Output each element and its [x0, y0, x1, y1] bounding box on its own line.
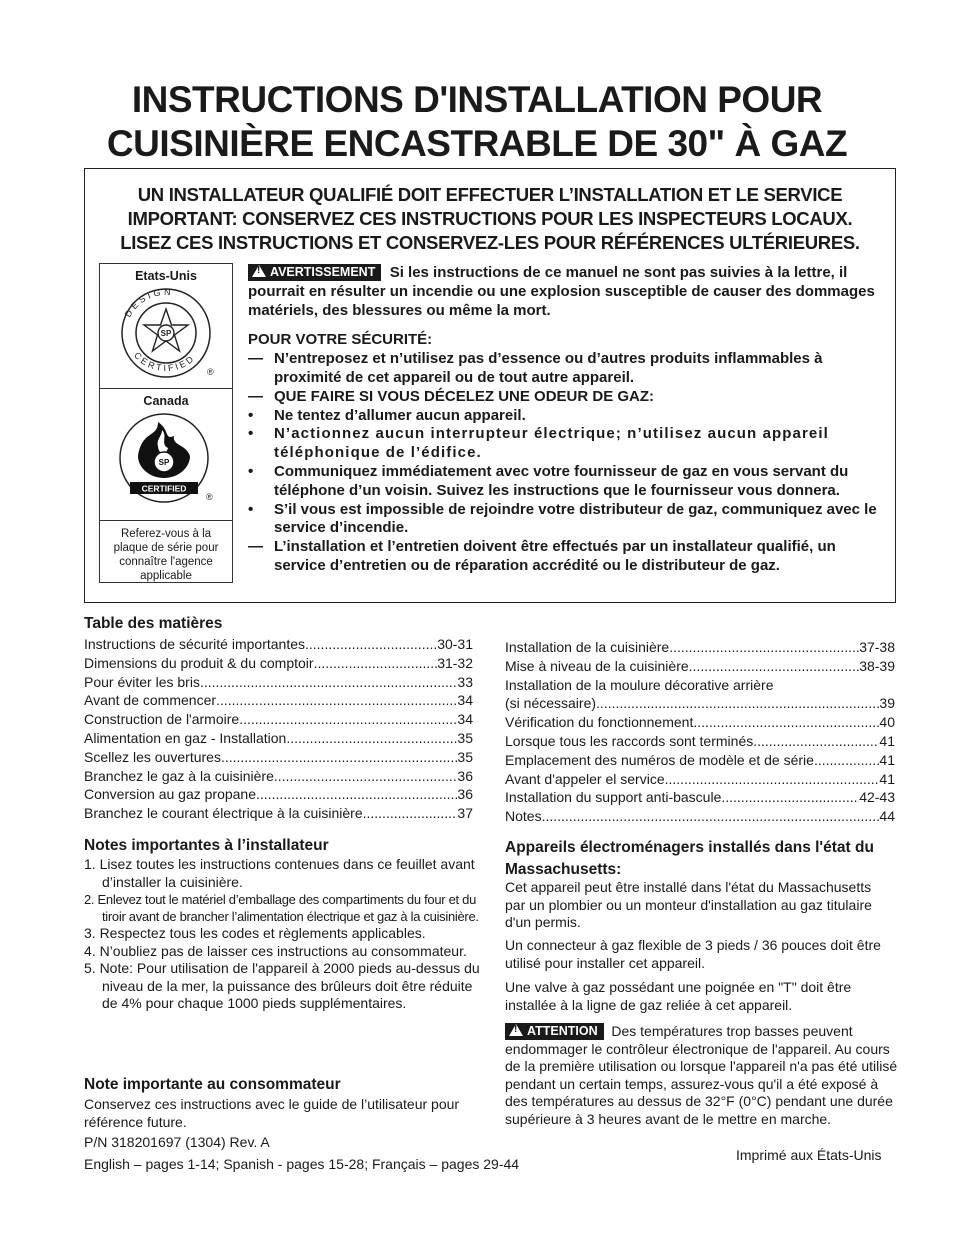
- toc-entry-page: 36: [457, 786, 473, 803]
- warning-badge: !AVERTISSEMENT: [248, 264, 381, 281]
- safety-item: [248, 501, 888, 539]
- toc-entry: [505, 732, 895, 751]
- toc-entry: [84, 767, 473, 786]
- toc-entry-page: 41: [879, 770, 895, 787]
- toc-right-column: [505, 638, 895, 826]
- title-line-1: INSTRUCTIONS D'INSTALLATION POUR: [131, 79, 823, 120]
- safety-item-text: N’entreposez et n’utilisez pas d’essence ou d’autres produits inflammables à proximité de cet appareil ou de tout autre appareil.: [274, 350, 823, 386]
- csa-design-certified-icon: [114, 285, 218, 381]
- attention-triangle-icon: [509, 1024, 523, 1036]
- toc-entry-page: 41: [879, 751, 895, 768]
- toc-entry-label: Conversion au gaz propane: [84, 786, 257, 803]
- printed-in: Imprimé aux États-Unis: [736, 1147, 882, 1163]
- toc-entry: [505, 713, 895, 732]
- toc-entry-page: 34: [457, 692, 473, 709]
- safety-item: [248, 388, 888, 407]
- toc-entry: [84, 729, 473, 748]
- toc-leader: [689, 657, 860, 676]
- canada-cert-cell: [99, 388, 233, 521]
- safety-item-marker: •: [248, 462, 254, 480]
- safety-item-text: Ne tentez d’allumer aucun appareil.: [274, 406, 526, 424]
- box-header: [85, 183, 895, 255]
- toc-entry-page: 41: [879, 732, 895, 749]
- toc-entry: [84, 748, 473, 767]
- safety-item-marker: —: [248, 538, 263, 556]
- toc-entry-page: 38-39: [859, 657, 895, 674]
- ring-top-text: DESIGN: [122, 286, 174, 319]
- toc-leader: [542, 807, 880, 826]
- toc-entry: [84, 654, 473, 673]
- safety-item-marker: —: [248, 387, 263, 405]
- safety-item: [248, 350, 888, 388]
- toc-entry: [505, 657, 895, 676]
- toc-entry: [84, 691, 473, 710]
- safety-item: [248, 463, 888, 501]
- installer-notes-list: [84, 856, 484, 1013]
- toc-entry-page: 36: [457, 767, 473, 784]
- toc-entry: [84, 785, 473, 804]
- toc-heading: Table des matières: [84, 615, 223, 632]
- toc-entry-page: 40: [879, 714, 895, 731]
- toc-entry: [505, 676, 895, 695]
- safety-item: [248, 425, 888, 463]
- toc-entry-label: Installation de la cuisinière: [505, 639, 670, 655]
- toc-entry: [84, 710, 473, 729]
- reference-text: Referez-vous à la plaque de série pour connaître l'agence applicable: [113, 528, 219, 582]
- toc-entry-label: Dimensions du produit & du comptoir: [84, 654, 314, 671]
- massachusetts-p1: Cet appareil peut être installé dans l'état du Massachusetts par un plombier ou un monteur d'installation au gaz titulaire d'un permis.: [505, 879, 872, 930]
- toc-entry: [505, 638, 895, 657]
- safety-item: [248, 407, 888, 426]
- massachusetts-p2: Un connecteur à gaz flexible de 3 pieds / 36 pouces doit être utilisé pour installer cet appareil.: [505, 937, 881, 971]
- toc-entry-page: 37: [457, 805, 473, 822]
- toc-entry: [84, 635, 473, 654]
- toc-leader: [286, 729, 457, 748]
- safety-item-text: L’installation et l’entretien doivent être effectués par un installateur qualifié, un service d’entretien ou de réparation accrédité ou le distributeur de gaz.: [274, 538, 836, 574]
- box-head-2: IMPORTANT: CONSERVEZ CES INSTRUCTIONS POUR LES INSPECTEURS LOCAUX.: [127, 208, 853, 229]
- toc-leader: [753, 732, 879, 751]
- safety-box: [84, 168, 896, 603]
- safety-list: [248, 350, 888, 576]
- svg-text:SP: SP: [158, 458, 170, 467]
- toc-entry-page: 31-32: [437, 654, 473, 671]
- installer-note: 5. Note: Pour utilisation de l'appareil à 2000 pieds au-dessus du niveau de la mer, la puissance des brûleurs doit être réduite de 4% pour chaque 1000 pieds supplémentaires.: [84, 960, 480, 1011]
- toc-leader: [665, 770, 880, 789]
- toc-entry-label: Installation du support anti-bascule: [505, 789, 722, 806]
- toc-entry-page: 42-43: [859, 789, 895, 806]
- toc-leader: [596, 694, 879, 713]
- attention-badge: !ATTENTION: [505, 1023, 604, 1040]
- warning-block: [248, 264, 888, 576]
- toc-entry-label: Branchez le gaz à la cuisinière: [84, 767, 274, 784]
- toc-entry-label: Pour éviter les bris: [84, 673, 200, 690]
- box-head-3: LISEZ CES INSTRUCTIONS ET CONSERVEZ-LES POUR RÉFÉRENCES ULTÉRIEURES.: [120, 232, 860, 253]
- us-cert-cell: [99, 263, 233, 389]
- toc-entry-page: 30-31: [437, 636, 473, 652]
- warning-triangle-icon: [252, 265, 266, 277]
- massachusetts-heading: Appareils électroménagers installés dans l'état du Massachusetts:: [505, 839, 874, 878]
- safety-item-marker: •: [248, 500, 254, 518]
- installer-note: 1. Lisez toutes les instructions contenues dans ce feuillet avant d’installer la cuisinière.: [84, 856, 475, 890]
- toc-leader: [216, 691, 457, 710]
- toc-entry-page: 33: [457, 673, 473, 690]
- toc-entry-label: Branchez le courant électrique à la cuisinière: [84, 805, 363, 822]
- toc-entry-page: 44: [879, 808, 895, 825]
- toc-leader: [669, 638, 859, 657]
- toc-entry-label: Lorsque tous les raccords sont terminés: [505, 732, 754, 749]
- toc-entry: [84, 804, 473, 823]
- toc-entry-label: Scellez les ouvertures: [84, 748, 221, 765]
- toc-entry-page: 34: [457, 711, 473, 728]
- csa-flame-certified-icon: [114, 410, 218, 506]
- attention-text: Des températures trop basses peuvent endommager le contrôleur électronique de l'appareil. Au cours de la première utilisation ou lorsque l'appareil n'a pas été utilisé pendant un certain temps, assurez-vous qu'il a été exposé à des températures au dessus de 32°F (0°C) pendant une durée supérieure à 3 heures avant de le mettre en marche.: [505, 1023, 898, 1127]
- warning-text: Si les instructions de ce manuel ne sont pas suivies à la lettre, il pourrait en résulter un incendie ou une explosion susceptible de causer des dommages matériels, des blessures ou même la mort.: [248, 264, 875, 319]
- toc-leader: [314, 654, 438, 673]
- safety-heading: POUR VOTRE SÉCURITÉ:: [248, 331, 433, 349]
- toc-entry-page: 35: [457, 748, 473, 765]
- installer-notes-heading: Notes importantes à l’installateur: [84, 837, 329, 854]
- massachusetts-p3: Une valve à gaz possédant une poignée en "T" doit être installée à la ligne de gaz reliée à cet appareil.: [505, 979, 852, 1013]
- safety-item-marker: —: [248, 350, 263, 368]
- ring-bottom-text: CERTIFIED: [132, 350, 198, 374]
- toc-leader: [363, 804, 458, 823]
- safety-item-text: QUE FAIRE SI VOUS DÉCELEZ UNE ODEUR DE GAZ:: [274, 387, 655, 405]
- title-line-2: CUISINIÈRE ENCASTRABLE DE 30" À GAZ: [106, 123, 848, 164]
- consumer-text: Conservez ces instructions avec le guide de l’utilisateur pour référence future.: [84, 1096, 460, 1130]
- toc-entry-label: Vérification du fonctionnement: [505, 714, 694, 731]
- box-head-1: UN INSTALLATEUR QUALIFIÉ DOIT EFFECTUER L’INSTALLATION ET LE SERVICE: [137, 184, 843, 205]
- toc-entry-label: Mise à niveau de la cuisinière: [505, 657, 689, 674]
- safety-item-text: S’il vous est impossible de rejoindre votre distributeur de gaz, communiquez avec le service d’incendie.: [274, 500, 877, 537]
- attention-block: [505, 1023, 898, 1128]
- toc-leader: [721, 788, 859, 807]
- toc-entry-label: Avant de commencer: [84, 692, 217, 709]
- toc-entry-page: 37-38: [859, 639, 895, 655]
- installer-note: 2. Enlevez tout le matériel d’emballage des compartiments du four et du tiroir avant de brancher l’alimentation électrique et gaz à la cuisinière.: [84, 892, 479, 924]
- installer-note: 3. Respectez tous les codes et règlements applicables.: [84, 925, 426, 941]
- toc-entry: [505, 770, 895, 789]
- toc-left-column: [84, 635, 473, 823]
- toc-entry: [505, 788, 895, 807]
- toc-leader: [814, 751, 879, 770]
- language-pages: English – pages 1-14; Spanish - pages 15-28; Français – pages 29-44: [84, 1156, 520, 1172]
- installer-note: 4. N’oubliez pas de laisser ces instructions au consommateur.: [84, 942, 467, 959]
- safety-item-text: N’actionnez aucun interrupteur électrique; n’utilisez aucun appareil téléphonique de l’édifice.: [274, 425, 829, 462]
- page-title: [0, 78, 954, 166]
- toc-entry-page: 35: [457, 729, 473, 746]
- toc-entry: [505, 751, 895, 770]
- canada-label: Canada: [143, 394, 189, 408]
- warning-paragraph: [248, 264, 888, 320]
- toc-entry-label: Emplacement des numéros de modèle et de série: [505, 751, 814, 768]
- toc-entry-label: Instructions de sécurité importantes: [84, 636, 305, 652]
- toc-leader: [305, 635, 437, 654]
- toc-entry-label: Alimentation en gaz - Installation: [84, 729, 287, 746]
- toc-leader: [239, 710, 457, 729]
- toc-entry: [505, 694, 895, 713]
- toc-entry-label: Avant d'appeler el service: [505, 770, 665, 787]
- safety-item-marker: •: [248, 425, 255, 443]
- toc-leader: [221, 748, 457, 767]
- svg-text:®: ®: [206, 492, 213, 502]
- toc-entry: [505, 807, 895, 826]
- toc-leader: [200, 673, 457, 692]
- toc-entry: [84, 673, 473, 692]
- reference-cell: [99, 520, 233, 583]
- toc-entry-page: 39: [879, 695, 895, 712]
- toc-entry-label: Installation de la moulure décorative arrière: [505, 676, 774, 693]
- svg-text:®: ®: [207, 367, 214, 377]
- part-number: P/N 318201697 (1304) Rev. A: [84, 1134, 270, 1150]
- safety-item-text: Communiquez immédiatement avec votre fournisseur de gaz en vous servant du téléphone d’un voisin. Suivez les instructions que le fournisseur vous donnera.: [274, 462, 849, 499]
- us-label: Etats-Unis: [135, 269, 197, 283]
- svg-text:SP: SP: [160, 329, 172, 338]
- toc-entry-label: Construction de l'armoire: [84, 711, 240, 728]
- safety-item-marker: •: [248, 406, 254, 424]
- toc-leader: [274, 767, 458, 786]
- consumer-heading: Note importante au consommateur: [84, 1076, 341, 1093]
- canada-cert-text: CERTIFIED: [141, 483, 187, 494]
- toc-leader: [693, 713, 879, 732]
- toc-entry-label: (si nécessaire): [505, 695, 597, 712]
- toc-entry-label: Notes: [505, 808, 542, 825]
- toc-leader: [256, 785, 457, 804]
- safety-item: [248, 538, 888, 576]
